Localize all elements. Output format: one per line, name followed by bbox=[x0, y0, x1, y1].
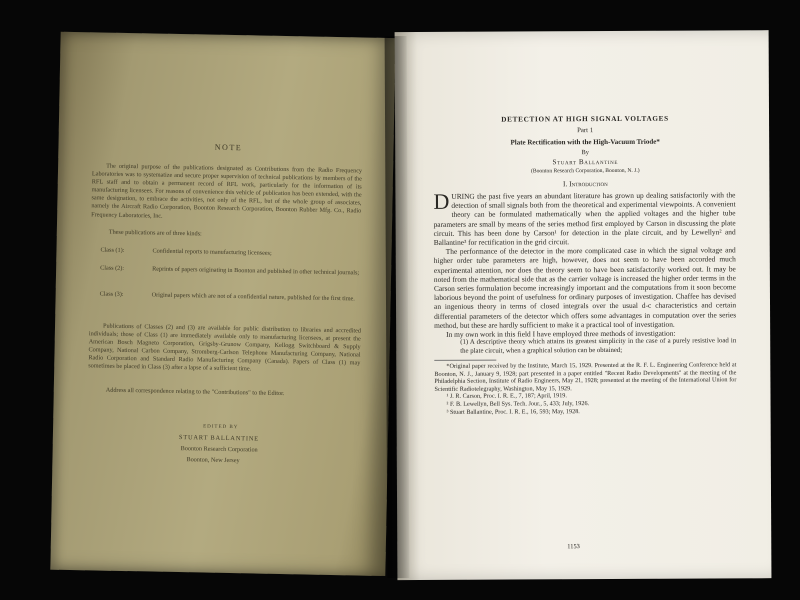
first-word: URING bbox=[451, 191, 475, 201]
editor-city: Boonton, New Jersey bbox=[186, 456, 240, 465]
footnote-3: ³ Stuart Ballantine, Proc. I. R. E., 16, 593; May, 1928. bbox=[446, 407, 580, 416]
footnote-2: ² F. B. Lewellyn, Bell Sys. Tech. Jour., 5, 433; July, 1926. bbox=[446, 400, 590, 408]
class-text: Reprints of papers originating in Boonton and published in other technical journals; bbox=[152, 265, 360, 277]
left-page bbox=[50, 32, 395, 576]
paragraph-1-text: the past five years an abundant literature has grown up dealing satisfactorily with the detection of small signals both from the theoretical and experimental viewpoints. A convenient theory can be formulated mathematically when the applied voltages and the higher tube parameters are small by means of the series method first employed by Carson in discussing the plate circuit. This has been done by Carson¹ for detection in the plate circuit, and by Lewellyn² and Ballantine³ for rectification in the grid circuit. bbox=[433, 190, 736, 247]
section-heading: I. Introduction bbox=[562, 179, 608, 189]
author-affiliation: (Boonton Research Corporation, Boonton, N. J.) bbox=[530, 167, 640, 175]
paragraph-2: The performance of the detector in the more complicated case in which the signal voltage and higher order tube parameters are high, however, does not seem to have been accorded much experimental attention, nor does the theory seem to have been satisfactorily worked out. It may be noted from the mathematical side that as the carrier voltage is increased the higher order terms in the Carson series formulation become increasingly important and the computations from it soon become laborious beyond the point of usefulness for ordinary purposes of investigation. Chaffee has devised an ingenious theory in terms of closed integrals over the usual d-c characteristics and certain differential parameters of the detector which offers some advantages in computation over the series method, but these are hardly sufficient to make it a practical tool of investigation. bbox=[433, 245, 737, 330]
classes-heading: These publications are of three kinds: bbox=[108, 228, 202, 238]
open-booklet bbox=[61, 20, 778, 584]
class-label: Class (1): bbox=[100, 246, 125, 254]
paragraph-1 bbox=[433, 190, 735, 247]
book-gutter bbox=[385, 36, 410, 578]
class-label: Class (3): bbox=[99, 290, 124, 298]
author-name: Stuart Ballantine bbox=[552, 157, 619, 167]
right-page bbox=[395, 30, 772, 580]
footnote-rule bbox=[434, 360, 496, 361]
class-text: Original papers which are not of a confidential nature, published for the first time. bbox=[151, 291, 355, 303]
address-note: Address all correspondence relating to the "Contributions" to the Editor. bbox=[105, 386, 285, 398]
byline-label: By bbox=[581, 149, 589, 157]
class-text: Confidential reports to manufacturing licensees; bbox=[152, 247, 272, 257]
editor-organization: Boonton Research Corporation bbox=[180, 445, 258, 454]
class-item bbox=[100, 290, 364, 303]
article-part: Part 1 bbox=[577, 127, 594, 135]
article-subtitle: Plate Rectification with the High-Vacuum Triode* bbox=[510, 137, 660, 147]
footnote-1: ¹ J. R. Carson, Proc. I. R. E., 7, 187; April, 1919. bbox=[446, 392, 567, 401]
article-body bbox=[433, 190, 736, 416]
footnote-star: *Original paper received by the Institute, March 15, 1929. Presented at the R. F. L. Engineering Conference held at Boonton, N. J., January 9, 1928; part presented in a paper entitled "Recent Radio Developments" at the meeting of the Philadelphia Section, Institute of Radio Engineers, May 21, 1928; presented at the meeting of the International Union for Scientific Radiotelegraphy, Washington, May 15, 1929. bbox=[434, 361, 737, 393]
class-item bbox=[100, 264, 364, 277]
note-intro: The original purpose of the publications designated as Contributions from the Radio Frequency Laboratories was to systematize and secure proper supervision of technical publications by members of the RFL staff and to obtain a permanent record of RFL work, particularly for the information of its manufacturing licensees. For reasons of convenience this vehicle of publication has been extended, with the same designation, to embrace the activities, not only of the RFL, but of the whole group of associates, namely the Aircraft Radio Corporation, Boonton Research Corporation, Boonton Rubber Mfg. Co., Radio Frequency Laboratories, Inc. bbox=[91, 162, 363, 220]
paragraph-3: In my own work in this field I have employed three methods of investigation: bbox=[446, 328, 676, 339]
edited-by-label: EDITED BY bbox=[203, 424, 239, 431]
editor-name: STUART BALLANTINE bbox=[178, 434, 259, 443]
page-number: 1153 bbox=[567, 543, 580, 551]
article-title: DETECTION AT HIGH SIGNAL VOLTAGES bbox=[501, 114, 669, 124]
class-item bbox=[100, 246, 364, 259]
class-label: Class (2): bbox=[100, 264, 125, 272]
publication-note: Publications of Classes (2) and (3) are available for public distribution to libraries and accredited individuals; those of Class (1) are immediately available only to manufacturing licensees, at present the American Bosch Magneto Corporation, Grigsby-Grunow Company, Kellogg Switchboard & Supply Company, National Carbon Company, Stromberg-Carlson Telephone Manufacturing Company, National Radio Corporation and Standard Radio Manufacturing Company (Canada). Papers of Class (1) may sometimes be placed in Class (3) after a lapse of a sufficient time. bbox=[88, 322, 362, 373]
method-1: (1) A descriptive theory which attains its greatest simplicity in the case of a purely resistive load in the plate circuit, when a graphical solution can be obtained; bbox=[460, 337, 737, 355]
drop-cap: D bbox=[433, 188, 450, 214]
note-heading: NOTE bbox=[214, 142, 243, 153]
